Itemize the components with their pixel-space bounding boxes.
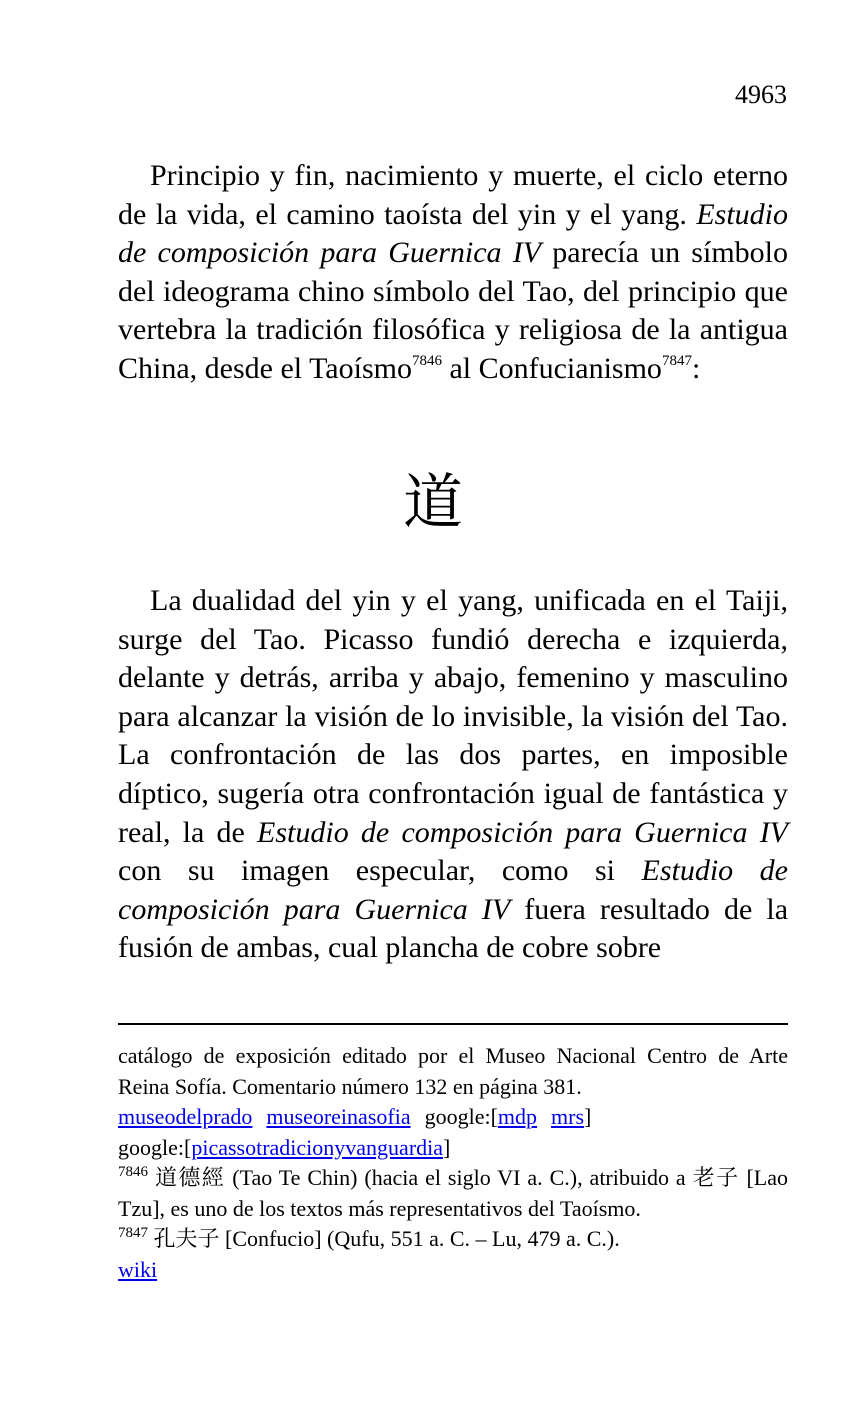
footnote-text: 孔夫子 [Confucio] (Qufu, 551 a. C. – Lu, 479 a. C.).	[148, 1226, 620, 1251]
artwork-title: Estudio de composición para Guernica IV	[257, 815, 789, 849]
tao-ideogram: 道	[403, 468, 463, 538]
body-paragraph-2	[118, 582, 788, 968]
artwork-title: Estudio de composición para Guernica IV	[118, 197, 788, 270]
page-number: 4963	[735, 80, 787, 109]
link-mdp[interactable]: mdp	[497, 1104, 538, 1129]
paragraph-text: :	[691, 351, 701, 385]
footnote-wiki-line	[118, 1255, 788, 1286]
footnotes	[118, 1041, 788, 1285]
link-museoreinasofia[interactable]: museoreinasofia	[266, 1104, 411, 1129]
artwork-title: Estudio de composición para Guernica IV	[118, 854, 788, 926]
google-label: google:[	[424, 1104, 498, 1129]
paragraph-text: con su imagen especular, como si	[118, 854, 642, 888]
footnote-google-line	[118, 1133, 788, 1164]
google-label: google:[	[118, 1134, 192, 1160]
footnote-number: 7847	[118, 1225, 148, 1241]
paragraph-text: La dualidad del yin y el yang, unificada en el Taiji, surge del Tao. Picasso fundió derecha e izquierda, delante y detrás, arriba y abajo, femenino y masculino para alcanzar la visión de lo invisible, la visión del Tao. La confrontación de las dos partes, en imposible díptico, sugería otra confrontación igual de fantástica y real, la de	[118, 584, 788, 849]
paragraph-text: Principio y fin, nacimiento y muerte, el ciclo eterno de la vida, el camino taoísta del yin y el yang.	[118, 159, 788, 231]
footnote-divider	[118, 1023, 788, 1025]
footnote-links-line	[118, 1102, 788, 1133]
link-wiki[interactable]: wiki	[118, 1256, 158, 1282]
footnote-number: 7846	[118, 1164, 148, 1180]
paragraph-text: parecía un símbolo del ideograma chino símbolo del Tao, del principio que vertebra la tradición filosófica y religiosa de la antigua China, desde el Taoísmo	[118, 236, 788, 385]
close-bracket: ]	[443, 1134, 451, 1160]
link-museodelprado[interactable]: museodelprado	[118, 1104, 253, 1129]
footnote-ref-7846[interactable]: 7846	[411, 352, 442, 369]
footnote-7847	[118, 1224, 788, 1255]
footnote-text: 道德經 (Tao Te Chin) (hacia el siglo VI a. C.), atribuido a 老子 [Lao Tzu], es uno de los textos más representativos del Taoísmo.	[118, 1165, 788, 1221]
body-paragraph-1	[118, 157, 788, 389]
footnote-continuation: catálogo de exposición editado por el Museo Nacional Centro de Arte Reina Sofía. Comentario número 132 en página 381.	[118, 1043, 788, 1099]
footnote-ref-7847[interactable]: 7847	[661, 352, 692, 369]
paragraph-text: al Confucianismo	[441, 351, 662, 385]
link-mrs[interactable]: mrs	[551, 1104, 585, 1129]
close-bracket: ]	[584, 1104, 592, 1129]
link-picassotradicionyvanguardia[interactable]: picassotradicionyvanguardia	[191, 1134, 444, 1160]
paragraph-text: fuera resultado de la fusión de ambas, cual plancha de cobre sobre	[118, 892, 789, 965]
footnote-7846	[118, 1163, 788, 1224]
